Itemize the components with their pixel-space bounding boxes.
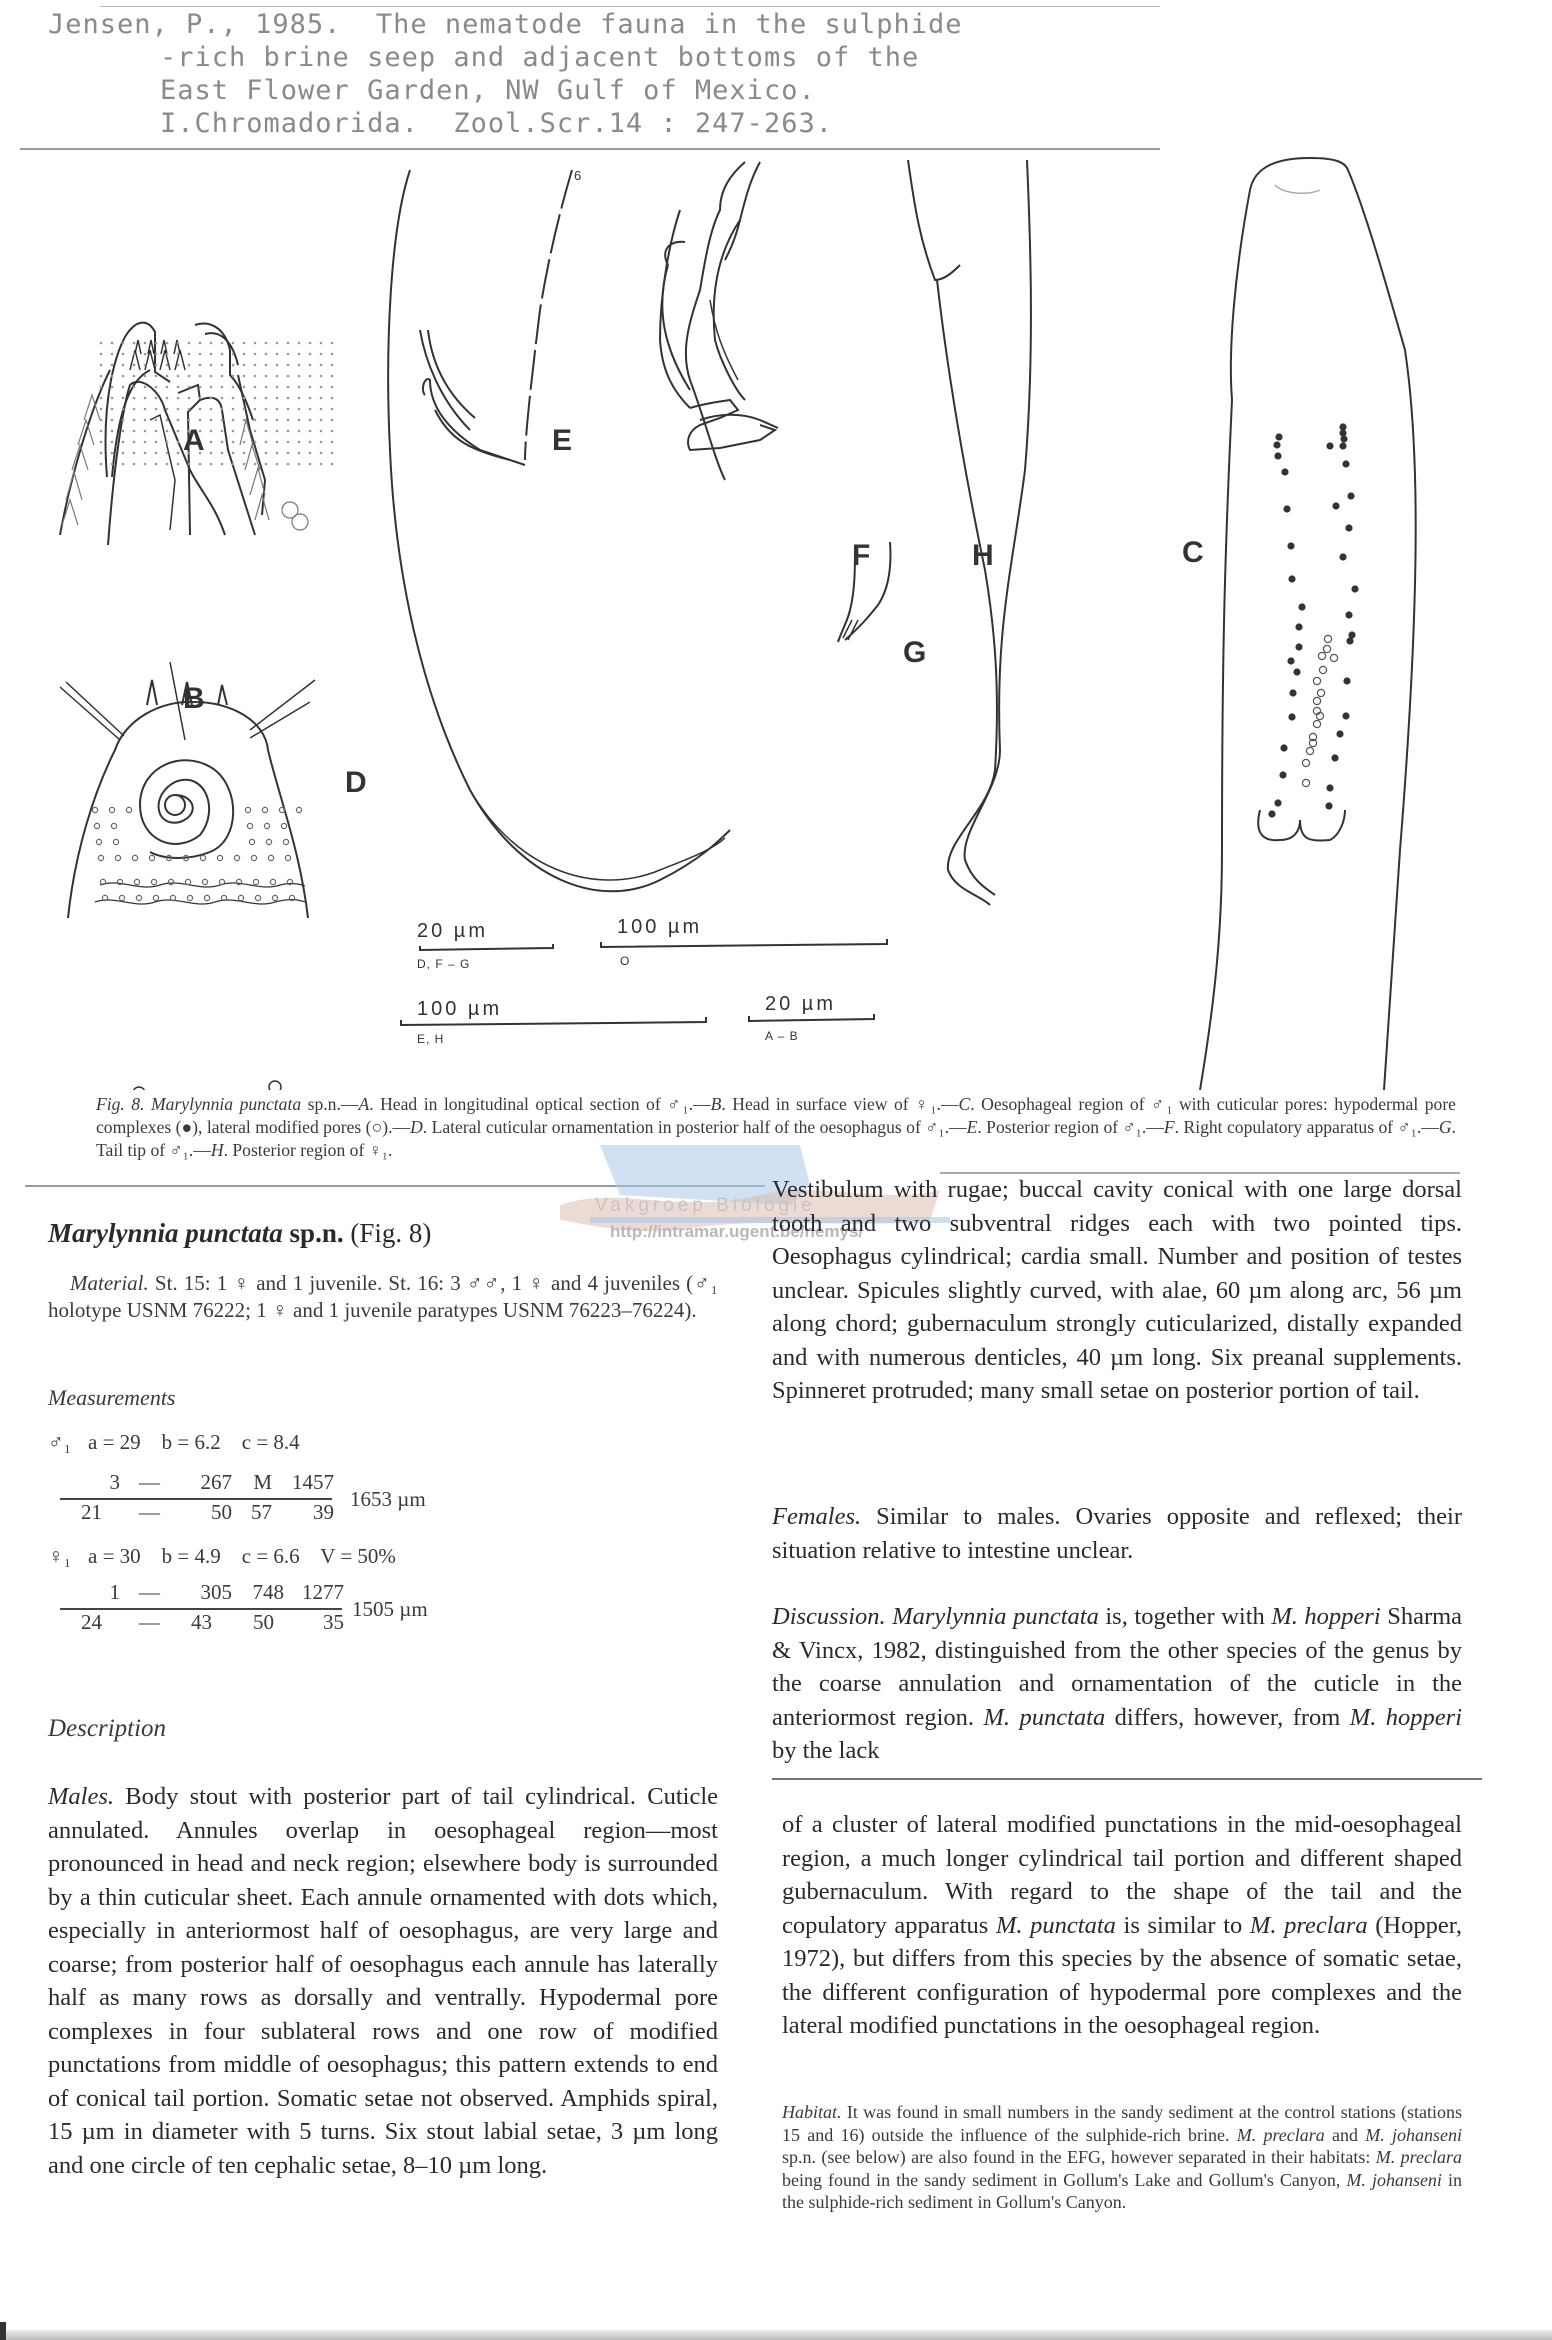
panel-label-a: A [183,424,205,457]
male-top-4: M [253,1470,272,1494]
scale-bar-label-3: 100 µm [417,998,503,1020]
female-bottom-1: 24 [81,1610,102,1634]
scale-bar-label-2: 100 µm [617,916,703,938]
habitat-text: and [1324,2124,1366,2145]
discussion-paragraph [772,1600,1462,1768]
scale-bar-target-1: D, F – G [417,957,471,971]
female-top-5: 1277 [302,1580,344,1604]
females-paragraph [772,1500,1462,1567]
habitat-text: It was found in small numbers in the sandy sediment at the control stations (stations 15 and 16) outside the influence of the sulphide-rich brine. [782,2102,1462,2145]
female-formula [60,1580,344,1640]
discussion-text: differs, however, from [1105,1703,1350,1731]
citation-header [48,8,1168,140]
panel-c-drawing [1200,158,1416,1090]
scale-bar-target-2: O [620,954,631,968]
figure-drawing [0,150,1552,1090]
watermark-text: Vakgroep Biologie [595,1195,816,1216]
female-bottom-5: 35 [323,1610,344,1634]
scale-bar-target-4: A – B [765,1029,799,1043]
caption-text: . Head in longitudinal optical section of ♂₁.— [369,1094,711,1114]
habitat-label: Habitat. [782,2102,842,2122]
male-top-1: 3 [109,1470,120,1494]
male-indices: a = 29 b = 6.2 c = 8.4 [88,1430,300,1454]
species-ref: M. preclara [1375,2147,1462,2168]
scale-bar-label-1: 20 µm [417,920,488,942]
caption-text: . Tail tip of ♂₁.— [96,1117,1457,1160]
caption-panel-c: C [958,1094,971,1114]
habitat-text: in the sulphide-rich sediment in Gollum's Canyon. [782,2169,1462,2213]
female-symbol: ♀₁ [48,1544,72,1568]
female-top-1: 1 [109,1580,120,1604]
males-paragraph [48,1780,718,2182]
material-text: St. 15: 1 ♀ and 1 juvenile. St. 16: 3 ♂♂, 1 ♀ and 4 juveniles (♂₁ holotype USNM 76222; 1 ♀ and 1 juvenile paratypes USNM 76223–76224). [48,1271,718,1322]
discussion-text: by the lack [772,1737,880,1764]
male-symbol: ♂₁ [48,1430,72,1454]
caption-text: . Right copulatory apparatus of ♂₁.— [1174,1117,1439,1137]
caption-panel-h: H [210,1140,224,1160]
scale-bar-d-fg [420,944,553,950]
description-continuation: Vestibulum with rugae; buccal cavity conical with one large dorsal tooth and two subventral ridges each with two pointed tips. Oesophagus cylindrical; cardia small. Number and position of testes unclear. Spicules slightly curved, with alae, 60 µm along arc, 56 µm along chord; gubernaculum strongly cuticularized, distally expanded and with numerous denticles, 40 µm long. Six preanal supplements. Spinneret protruded; many small setae on posterior portion of tail. [772,1176,1462,1404]
females-label: Females. [772,1503,862,1530]
species-ref: M. punctata [983,1703,1106,1731]
male-top-3: 267 [200,1470,232,1494]
caption-text: . Lateral cuticular ornamentation in posterior half of the oesophagus of ♂₁.— [422,1117,967,1137]
scale-bar-label-4: 20 µm [765,993,836,1015]
species-heading [48,1218,431,1249]
panel-label-f: F [852,539,871,572]
caption-panel-f: F [1163,1117,1175,1137]
discussion-text: is similar to [1115,1911,1250,1939]
male-bottom-1: 21 [81,1500,102,1524]
description-heading: Description [48,1715,167,1742]
species-ref: M. johanseni [1346,2169,1442,2190]
discussion-label: Discussion. [772,1603,886,1630]
caption-panel-d: D [410,1117,423,1137]
caption-text: . Oesophageal region of ♂₁ with cuticular pores: hypodermal pore complexes (●), lateral modified pores (○).— [96,1094,1456,1137]
caption-species: Marylynnia punctata [151,1094,302,1114]
panel-label-h: H [972,539,994,572]
discussion-text: of a cluster of lateral modified punctations in the mid-oesophageal region, a much longer cylindrical tail portion and different shaped gubernaculum. With regard to the shape of the tail and the copulatory apparatus [782,1811,1462,1939]
caption-text: . Posterior region of ♂₁.— [977,1117,1164,1137]
species-ref: M. punctata [995,1911,1116,1939]
discussion-text: is, together with [1098,1603,1272,1630]
citation-line-1: Jensen, P., 1985. The nematode fauna in the sulphide [48,9,963,40]
caption-panel-a: A [358,1094,370,1114]
species-suffix: sp.n. [282,1218,344,1248]
discussion-text: Sharma & Vincx, 1982, distinguished from the other species of the genus by the coarse annulation and ornamentation of the cuticle in the anteriormost region. [772,1603,1463,1731]
caption-text: . Posterior region of ♀₁. [223,1140,393,1160]
citation-line-2: -rich brine seep and adjacent bottoms of the [160,42,920,73]
species-ref: M. hopperi [1349,1703,1463,1731]
species-ref: M. preclara [1249,1911,1368,1939]
male-top-2: — [139,1470,160,1494]
female-top-3: 305 [200,1580,232,1604]
scale-bar-a-b [749,1014,874,1021]
citation-line-3: East Flower Garden, NW Gulf of Mexico. [160,75,816,106]
species-ref: M. preclara [1236,2124,1325,2145]
male-top-5: 1457 [292,1470,334,1494]
caption-panel-b: B [710,1094,722,1114]
panel-h-drawing [908,160,1031,905]
panel-label-d: D [345,766,367,799]
female-top-2: — [139,1580,160,1604]
panel-d-drawing [89,342,333,1090]
panel-e-drawing [388,170,730,891]
species-figure-ref: (Fig. 8) [343,1218,432,1248]
male-total-length: 1653 µm [350,1487,426,1511]
caption-panel-e: E [966,1117,978,1137]
female-bottom-3: 43 [191,1610,212,1634]
citation-line-4: I.Chromadorida. Zool.Scr.14 : 247-263. [160,108,833,139]
citation-top-rule [100,6,1160,7]
male-bottom-2: — [139,1500,160,1524]
species-ref: M. johanseni [1365,2124,1462,2145]
caption-panel-g: G [1438,1117,1452,1137]
female-top-4: 748 [252,1580,284,1604]
habitat-text: sp.n. (see below) are also found in the EFG, however separated in their habitats: [782,2147,1376,2168]
watermark-url: http://intramar.ugent.be/nemys/ [610,1222,864,1241]
scan-edge-mark [0,2322,6,2340]
males-text: Body stout with posterior part of tail cylindrical. Cuticle annulated. Annules overlap in oesophageal region—most pronounced in head and neck region; elsewhere body is surrounded by a thin cuticular sheet. Each annule ornamented with dots which, especially in anteriormost half of oesophagus, are very large and coarse; from posterior half of oesophagus each annule has laterally half as many rows as dorsally and ventrally. Hypodermal pore complexes in four sublateral rows and one row of modified punctations from middle of oesophagus; this pattern extends to end of conical tail portion. Somatic setae not observed. Amphids spiral, 15 µm in diameter with 5 turns. Six stout labial setae, 3 µm long and one circle of ten cephalic setae, 8–10 µm long. [48,1783,718,2179]
female-total-length: 1505 µm [352,1597,428,1621]
figure-number-mark: 6 [574,168,582,183]
scale-bar-o [601,939,887,947]
habitat-text: being found in the sandy sediment in Gollum's Lake and Gollum's Canyon, [782,2169,1347,2190]
panel-label-c: C [1182,536,1204,569]
caption-text: . Head in surface view of ♀₁.— [721,1094,959,1114]
male-formula [60,1470,334,1530]
caption-text: sp.n.— [301,1094,359,1114]
female-indices: a = 30 b = 4.9 c = 6.6 V = 50% [88,1544,396,1568]
measurements-heading: Measurements [48,1385,176,1410]
panel-label-e: E [552,424,573,457]
panel-f-drawing [660,162,778,480]
male-bottom-4: 57 [251,1500,272,1524]
page-break-rule [772,1778,1482,1780]
panel-label-b: B [183,682,205,715]
females-text: Similar to males. Ovaries opposite and reflexed; their situation relative to intestine unclear. [772,1503,1462,1564]
material-paragraph [48,1270,718,1324]
caption-fig-number: Fig. 8. [96,1094,145,1114]
material-label: Material. [70,1271,149,1295]
habitat-paragraph [782,2101,1462,2214]
female-bottom-2: — [139,1610,160,1634]
scale-bar-target-3: E, H [417,1032,445,1046]
discussion-text: (Hopper, 1972), but differs from this species by the absence of somatic setae, the different configuration of hypodermal pore complexes and the lateral modified punctations in the oesophageal region. [782,1911,1463,2039]
panel-label-g: G [903,636,927,669]
male-bottom-5: 39 [313,1500,334,1524]
species-name: Marylynnia punctata [48,1218,283,1248]
figure-8 [0,150,1552,1090]
scan-edge [0,2330,1552,2340]
discussion-continuation [782,1808,1462,2043]
species-ref: Marylynnia punctata [892,1603,1099,1630]
males-label: Males. [48,1783,114,1810]
female-bottom-4: 50 [253,1610,274,1634]
male-bottom-3: 50 [211,1500,232,1524]
species-ref: M. hopperi [1271,1603,1381,1630]
